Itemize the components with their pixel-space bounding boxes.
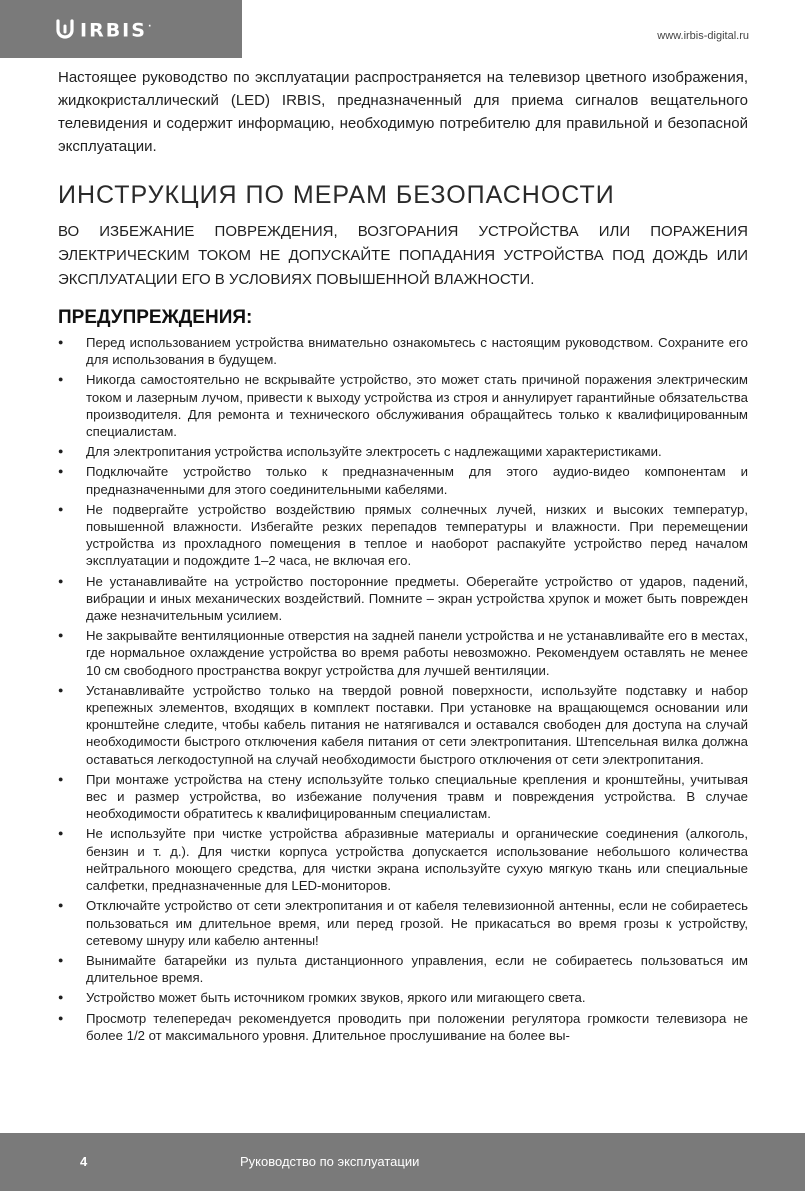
warning-item: ● Перед использованием устройства внимательно ознакомьтесь с настоящим руководством. Сохраните его для использования в будущем.	[58, 334, 748, 368]
warning-item: ● При монтаже устройства на стену используйте только специальные крепления и кронштейны, учитывая вес и размер устройства, во избежание получения травм и повреждения устройства. В случае необходимости обратитесь к квалифицированным специалистам.	[58, 771, 748, 823]
warning-item: ● Не закрывайте вентиляционные отверстия на задней панели устройства и не устанавливайте его в местах, где нормальное охлаждение устройства во время работы невозможно. Рекомендуем оставлять не менее 10 см свободного пространства вокруг устройства для лучшей вентиляции.	[58, 627, 748, 679]
irbis-shield-icon	[56, 19, 74, 39]
warnings-list	[58, 334, 748, 1044]
site-url: www.irbis-digital.ru	[657, 30, 749, 42]
footer-title: Руководство по эксплуатации	[240, 1154, 420, 1169]
warning-item: ● Устройство может быть источником громких звуков, яркого или мигающего света.	[58, 989, 748, 1006]
warning-item: ● Вынимайте батарейки из пульта дистанционного управления, если не собираетесь пользоваться им длительное время.	[58, 952, 748, 986]
header-logo-tab	[0, 0, 242, 58]
logo-trademark: ·	[147, 22, 154, 33]
warning-item: ● Просмотр телепередач рекомендуется проводить при положении регулятора громкости телевизора не более 1/2 от максимального уровня. Длительное прослушивание на более вы-	[58, 1010, 748, 1044]
warnings-title: ПРЕДУПРЕЖДЕНИЯ:	[58, 307, 253, 328]
warning-item: ● Не устанавливайте на устройство посторонние предметы. Оберегайте устройство от ударов, падений, вибрации и иных механических воздействий. Помните – экран устройства хрупок и может быть поврежден даже незначительным усилием.	[58, 573, 748, 625]
warning-item: ● Для электропитания устройства используйте электросеть с надлежащими характеристиками.	[58, 443, 748, 460]
page-number: 4	[80, 1154, 88, 1169]
warning-item: ● Отключайте устройство от сети электропитания и от кабеля телевизионной антенны, если не собираетесь пользоваться им длительное время, или перед грозой. Не прикасаться во время грозы к устройству, сетевому шнуру или кабелю антенны!	[58, 897, 748, 949]
page-content	[58, 66, 748, 1047]
irbis-logo	[56, 17, 153, 41]
warning-item: ● Устанавливайте устройство только на твердой ровной поверхности, используйте подставку и набор крепежных элементов, входящих в комплект поставки. При установке на вращающемся основании или кронштейне следите, чтобы кабель питания не натягивался и оставался свободен для доступа на случай необходимости быстрого отключения кабеля питания от сети электропитания. Штепсельная вилка должна оставаться легкодоступной на случай необходимости быстрого отключения от сети электропитания.	[58, 682, 748, 768]
logo-text: IRBIS·	[80, 19, 154, 42]
warning-item: ● Не подвергайте устройство воздействию прямых солнечных лучей, низких и высоких температур, повышенной влажности. Избегайте резких перепадов температуры и влажности. При перемещении устройства из прохладного помещения в теплое и наоборот распакуйте устройство перед началом эксплуатации и подождите 1–2 часа, не включая его.	[58, 501, 748, 570]
section-title: ИНСТРУКЦИЯ ПО МЕРАМ БЕЗОПАСНОСТИ	[58, 181, 615, 209]
warning-item: ● Подключайте устройство только к предназначенным для этого аудио-видео компонентам и предназначенными для этого соединительными кабелями.	[58, 463, 748, 497]
caution-paragraph: ВО ИЗБЕЖАНИЕ ПОВРЕЖДЕНИЯ, ВОЗГОРАНИЯ УСТРОЙСТВА ИЛИ ПОРАЖЕНИЯ ЭЛЕКТРИЧЕСКИМ ТОКОМ НЕ ДОПУСКАЙТЕ ПОПАДАНИЯ УСТРОЙСТВА ПОД ДОЖДЬ ИЛИ ЭКСПЛУАТАЦИИ ЕГО В УСЛОВИЯХ ПОВЫШЕННОЙ ВЛАЖНОСТИ.	[58, 223, 748, 288]
page-footer	[0, 1133, 805, 1191]
warning-item: ● Никогда самостоятельно не вскрывайте устройство, это может стать причиной поражения электрическим током и лазерным лучом, привести к выходу устройства из строя и аннулирует гарантийные обязательства производителя. Для ремонта и технического обслуживания обращайтесь только к квалифицированным специалистам.	[58, 371, 748, 440]
intro-paragraph: Настоящее руководство по эксплуатации распространяется на телевизор цветного изображения, жидкокристаллический (LED) IRBIS, предназначенный для приема сигналов вещательного телевидения и содержит информацию, необходимую потребителю для правильной и безопасной эксплуатации.	[58, 69, 748, 155]
warning-item: ● Не используйте при чистке устройства абразивные материалы и органические соединения (алкоголь, бензин и т. д.). Для чистки корпуса устройства допускается использование небольшого количества нейтрального моющего средства, для чистки экрана используйте сухую мягкую ткань или специальные салфетки, предназначенные для LED-мониторов.	[58, 825, 748, 894]
